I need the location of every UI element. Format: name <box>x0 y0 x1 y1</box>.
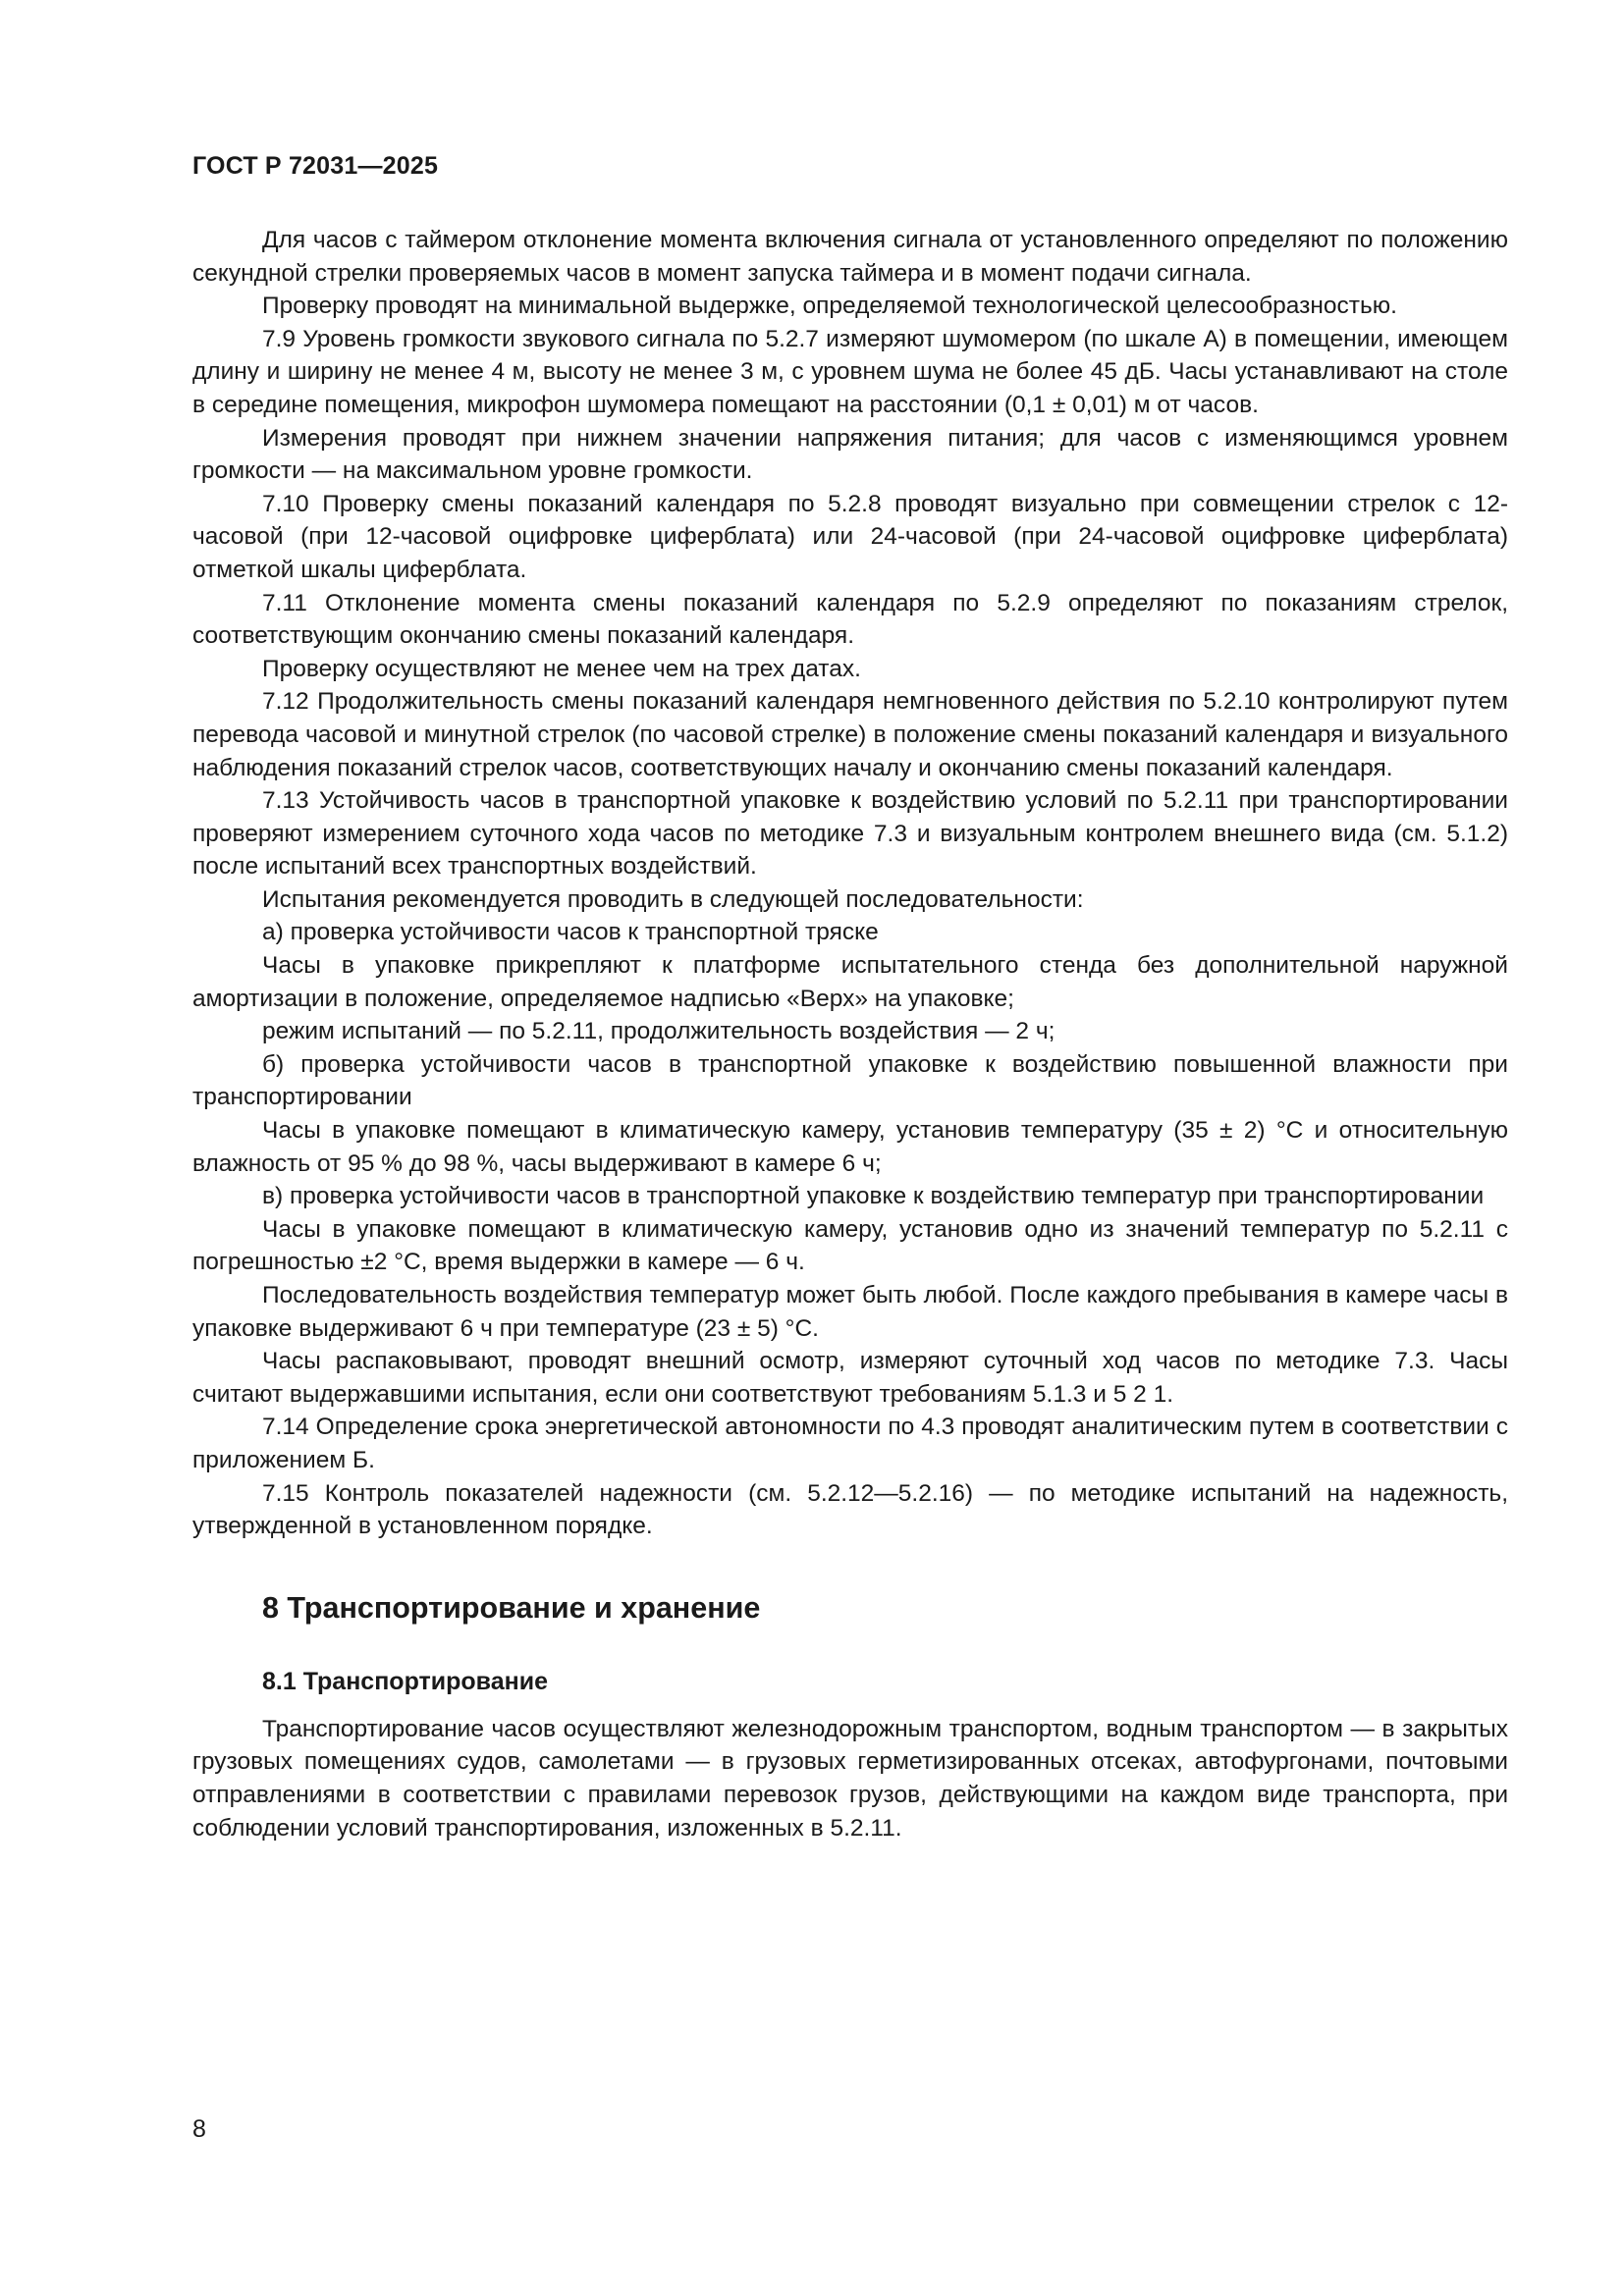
list-item-b: б) проверка устойчивости часов в транспортной упаковке к воздействию повышенной влажности при транспортировании <box>192 1050 1508 1111</box>
subsection-heading: 8.1 Транспортирование <box>262 1667 548 1695</box>
paragraph-clause-7-11: 7.11 Отклонение момента смены показаний календаря по 5.2.9 определяют по показаниям стрелок, соответствующим окончанию смены показаний календаря. <box>192 589 1508 650</box>
paragraph: Проверку осуществляют не менее чем на трех датах. <box>262 655 861 682</box>
paragraph-clause-7-12: 7.12 Продолжительность смены показаний календаря немгновенного действия по 5.2.10 контролируют путем перевода часовой и минутной стрелок (по часовой стрелке) в положение смены показаний календаря и визуального наблюдения показаний стрелок часов, соответствующих началу и окончанию смены показаний календаря. <box>192 688 1508 781</box>
document-body <box>192 224 1508 1844</box>
paragraph: Часы в упаковке прикрепляют к платформе испытательного стенда без дополнительной наружной амортизации в положение, определяемое надписью «Верх» на упаковке; <box>192 952 1508 1012</box>
page-number: 8 <box>192 2115 206 2143</box>
paragraph: Последовательность воздействия температур может быть любой. После каждого пребывания в камере часы в упаковке выдерживают 6 ч при температуре (23 ± 5) °С. <box>192 1282 1508 1342</box>
document-header-standard-id: ГОСТ Р 72031—2025 <box>192 152 439 180</box>
paragraph: режим испытаний — по 5.2.11, продолжительность воздействия — 2 ч; <box>262 1018 1056 1045</box>
paragraph: Проверку проводят на минимальной выдержке, определяемой технологической целесообразностью. <box>262 293 1397 320</box>
paragraph: Для часов с таймером отклонение момента включения сигнала от установленного определяют по положению секундной стрелки проверяемых часов в момент запуска таймера и в момент подачи сигнала. <box>192 227 1508 287</box>
paragraph-clause-7-15: 7.15 Контроль показателей надежности (см. 5.2.12—5.2.16) — по методике испытаний на надежность, утвержденной в установленном порядке. <box>192 1479 1508 1540</box>
paragraph-transport: Транспортирование часов осуществляют железнодорожным транспортом, водным транспортом — в закрытых грузовых помещениях судов, самолетами — в грузовых герметизированных отсеках, автофургонами, почтовыми отправлениями в соответствии с правилами перевозок грузов, действующими на каждом виде транспорта, при соблюдении условий транспортирования, изложенных в 5.2.11. <box>192 1715 1508 1842</box>
paragraph-clause-7-13: 7.13 Устойчивость часов в транспортной упаковке к воздействию условий по 5.2.11 при транспортировании проверяют измерением суточного хода часов по методике 7.3 и визуальным контролем внешнего вида (см. 5.1.2) после испытаний всех транспортных воздействий. <box>192 787 1508 881</box>
paragraph-clause-7-10: 7.10 Проверку смены показаний календаря по 5.2.8 проводят визуально при совмещении стрелок с 12-часовой (при 12-часовой оцифровке циферблата) или 24-часовой (при 24-часовой оцифровке циферблата) отметкой шкалы циферблата. <box>192 490 1508 583</box>
paragraph: Измерения проводят при нижнем значении напряжения питания; для часов с изменяющимся уровнем громкости — на максимальном уровне громкости. <box>192 424 1508 485</box>
paragraph: Испытания рекомендуется проводить в следующей последовательности: <box>262 885 1084 913</box>
paragraph-clause-7-14: 7.14 Определение срока энергетической автономности по 4.3 проводят аналитическим путем в соответствии с приложением Б. <box>192 1414 1508 1473</box>
list-item-a: а) проверка устойчивости часов к транспортной тряске <box>262 919 879 946</box>
paragraph: Часы в упаковке помещают в климатическую камеру, установив одно из значений температур по 5.2.11 с погрешностью ±2 °С, время выдержки в камере — 6 ч. <box>192 1215 1508 1276</box>
section-heading: 8 Транспортирование и хранение <box>262 1590 761 1625</box>
list-item-v: в) проверка устойчивости часов в транспортной упаковке к воздействию температур при транспортировании <box>262 1183 1485 1210</box>
paragraph-clause-7-9: 7.9 Уровень громкости звукового сигнала по 5.2.7 измеряют шумомером (по шкале А) в помещении, имеющем длину и ширину не менее 4 м, высоту не менее 3 м, с уровнем шума не более 45 дБ. Часы устанавливают на столе в середине помещения, микрофон шумомера помещают на расстоянии (0,1 ± 0,01) м от часов. <box>192 325 1508 418</box>
paragraph: Часы в упаковке помещают в климатическую камеру, установив температуру (35 ± 2) °С и относительную влажность от 95 % до 98 %, часы выдерживают в камере 6 ч; <box>192 1117 1508 1177</box>
paragraph: Часы распаковывают, проводят внешний осмотр, измеряют суточный ход часов по методике 7.3. Часы считают выдержавшими испытания, если они соответствуют требованиям 5.1.3 и 5 2 1. <box>192 1348 1508 1408</box>
